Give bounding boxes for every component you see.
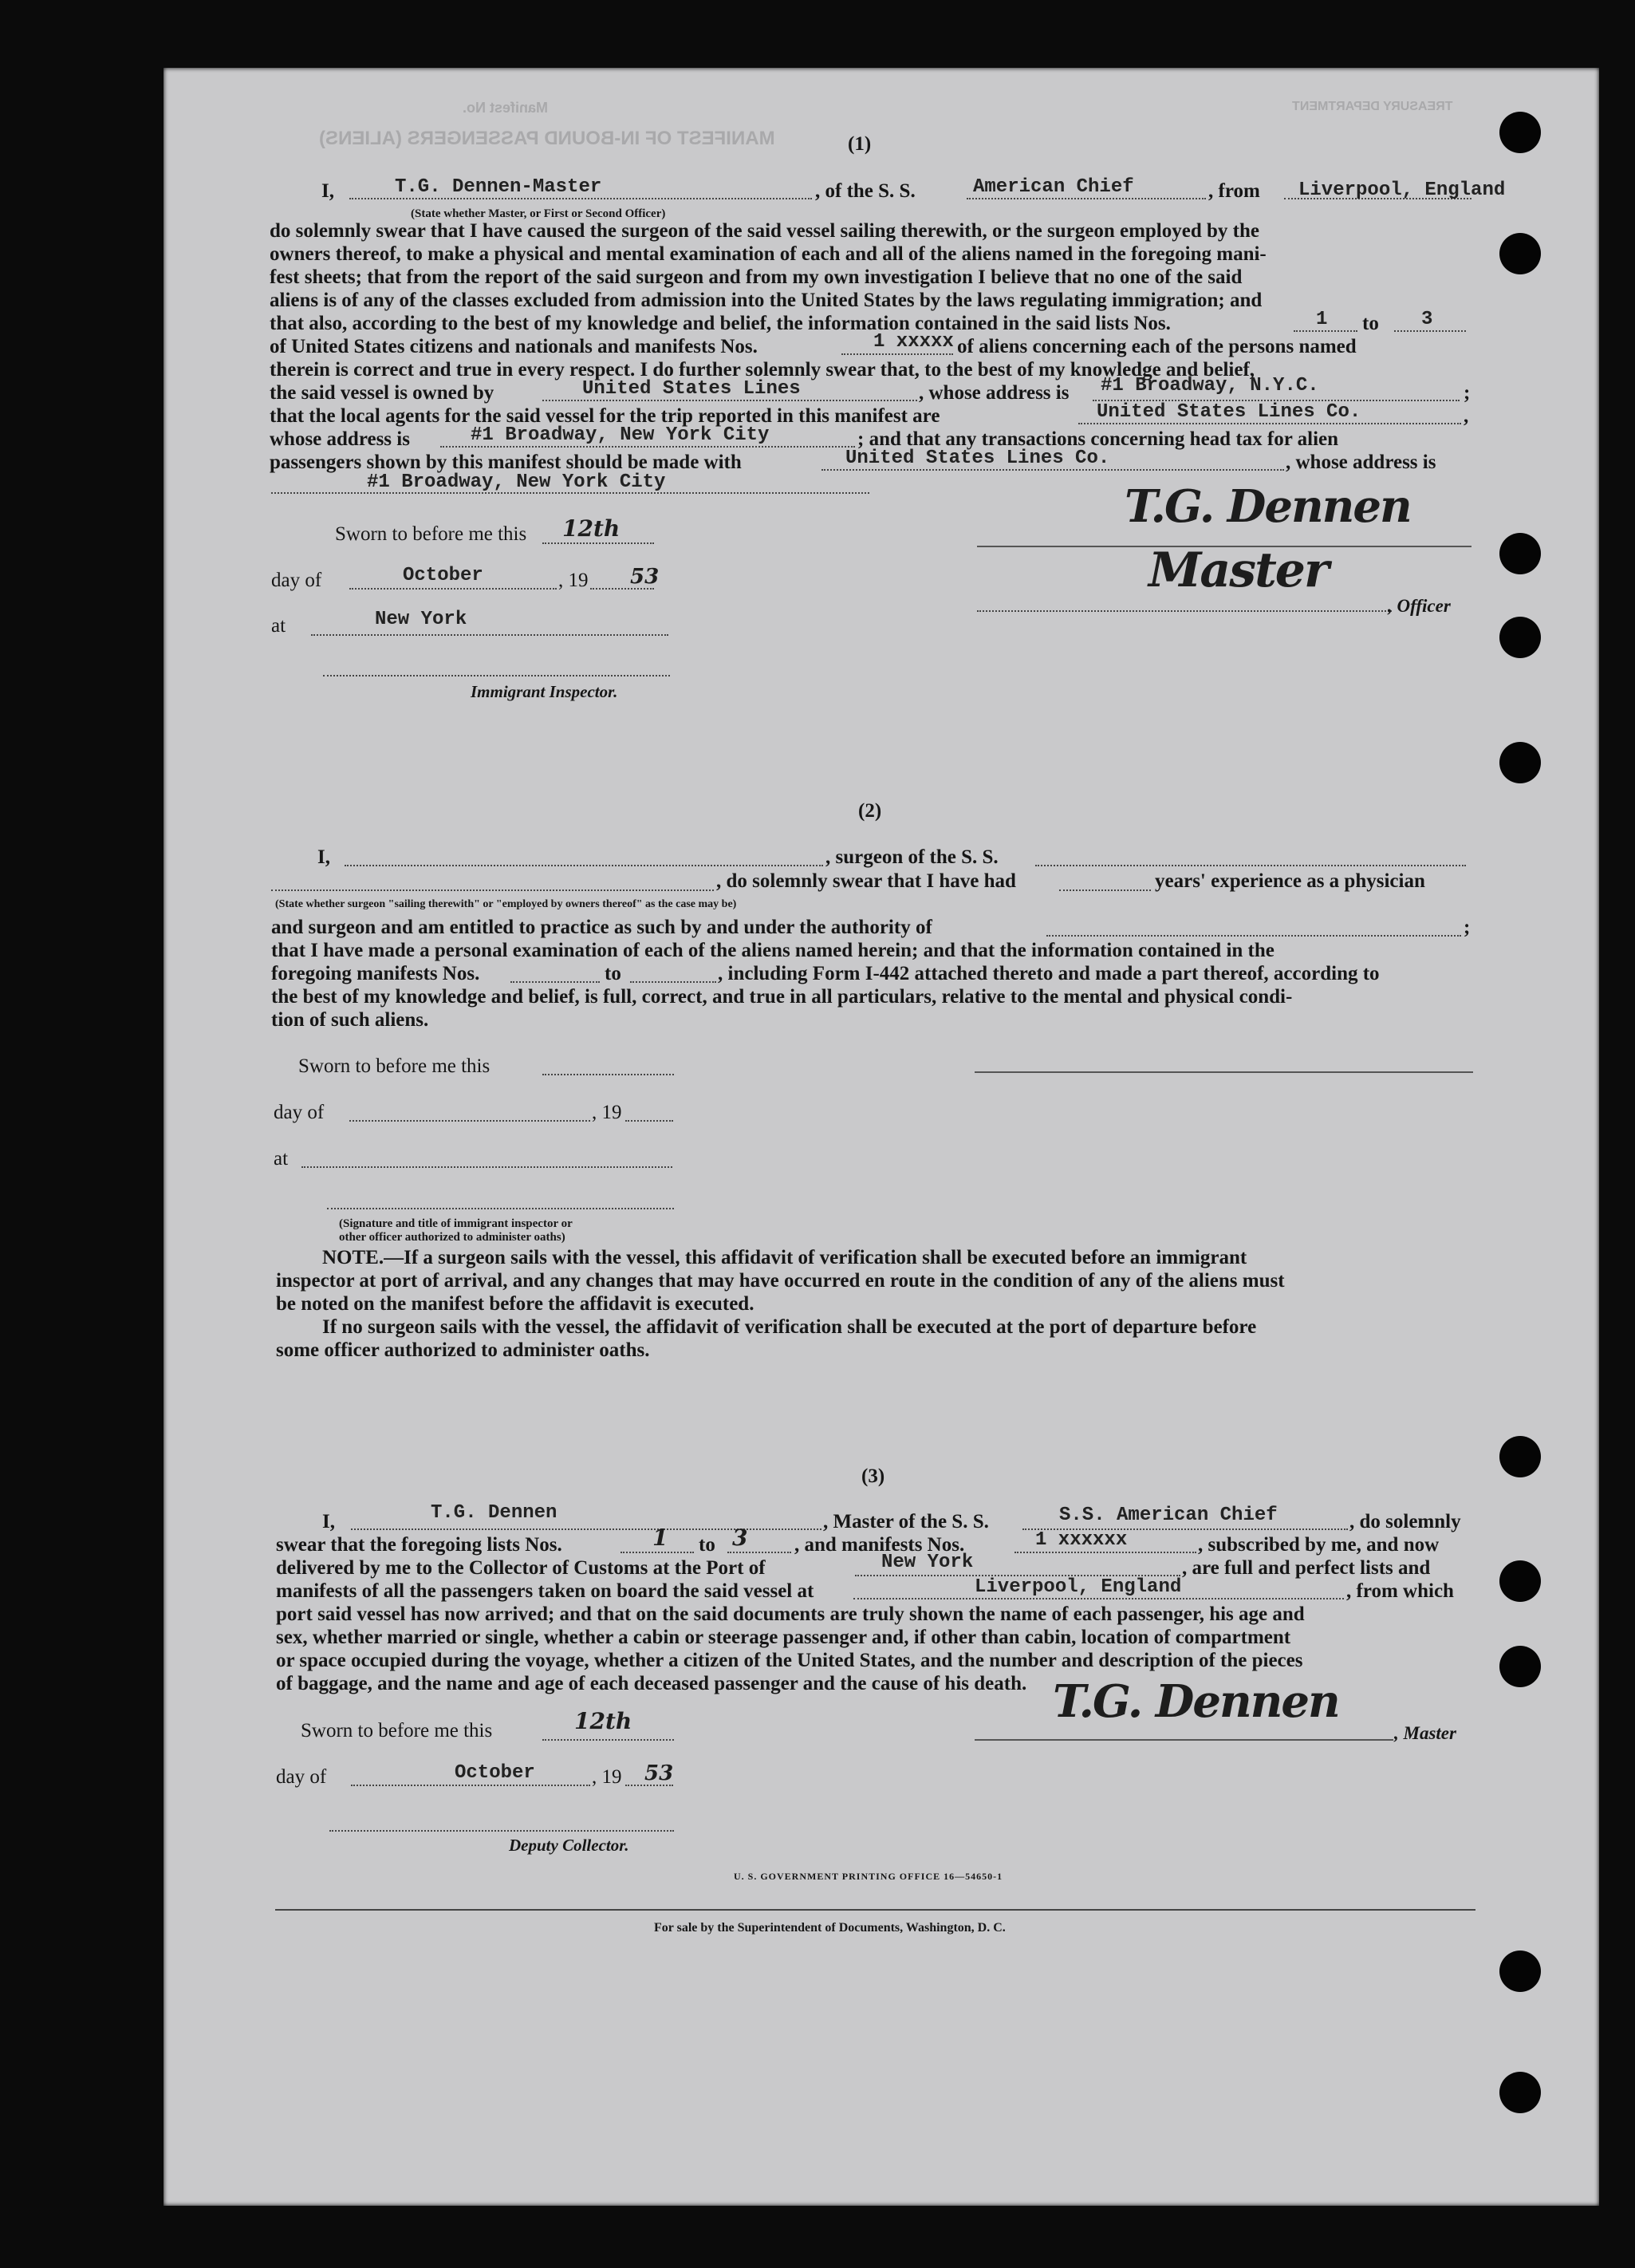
- s1-respect: therein is correct and true in every respect. I do further solemnly swear that, to the best of my knowledge and belief,: [270, 359, 1255, 381]
- s1-agents-label: that the local agents for the said vessel for the trip reported in this manifest are: [270, 405, 940, 427]
- s3-master-sig-line: [975, 1739, 1393, 1741]
- binder-hole: [1499, 1560, 1541, 1602]
- s3-vessel: S.S. American Chief: [1059, 1505, 1278, 1526]
- s3-master-signature: T.G. Dennen: [1053, 1675, 1339, 1728]
- s2-note-line: be noted on the manifest before the affidavit is executed.: [276, 1293, 754, 1315]
- s1-year: 53: [630, 565, 660, 589]
- s1-body-line: do solemnly swear that I have caused the surgeon of the said vessel sailing therewith, or the surgeon employed by the: [270, 220, 1259, 242]
- s2-sworn-day-line: [542, 1074, 674, 1075]
- bleed-through-title: MANIFEST OF IN-BOUND PASSENGERS (ALIENS): [319, 128, 775, 149]
- s2-body-line: that I have made a personal examination of each of the aliens named herein; and that the information contained in the: [271, 940, 1275, 961]
- s3-month: October: [455, 1762, 535, 1784]
- s1-headtax-agent: United States Lines Co.: [845, 448, 1110, 469]
- s3-subscribed: , subscribed by me, and now: [1198, 1534, 1440, 1556]
- binder-hole: [1499, 1950, 1541, 1992]
- s1-passengers-label: passengers shown by this manifest should be made with: [270, 452, 742, 473]
- s3-from-which: , from which: [1346, 1580, 1454, 1602]
- section-2-number: (2): [858, 800, 882, 822]
- s2-year-line: [625, 1120, 673, 1122]
- s1-headtax-text: ; and that any transactions concerning head tax for alien: [857, 428, 1339, 450]
- s3-sworn-label: Sworn to before me this: [301, 1720, 493, 1741]
- s3-body-line: port said vessel has now arrived; and that on the said documents are truly shown the name of each passenger, his age and: [276, 1603, 1305, 1625]
- s3-i: I,: [322, 1511, 335, 1532]
- s1-of-ss: , of the S. S.: [815, 180, 916, 202]
- binder-hole: [1499, 112, 1541, 153]
- s2-note-line: inspector at port of arrival, and any changes that may have occurred en route in the condition of any of the aliens must: [276, 1270, 1285, 1292]
- s1-inspector-line: [323, 675, 670, 676]
- s1-whose-label: whose address is: [270, 428, 410, 450]
- s1-owner-address: #1 Broadway, N.Y.C.: [1101, 375, 1319, 396]
- bleed-through-department: TREASURY DEPARTMENT: [1292, 100, 1453, 113]
- s1-semicolon: ;: [1464, 382, 1471, 404]
- s2-manifests-from-line: [510, 981, 600, 983]
- s1-officer-title: Master: [1148, 542, 1328, 598]
- s2-manifests-to-label: to: [605, 963, 621, 984]
- s3-lists-from-line: [621, 1552, 694, 1553]
- s3-sworn-day-line: [542, 1739, 674, 1741]
- s3-body-line: of baggage, and the name and age of each deceased passenger and the cause of his death.: [276, 1673, 1027, 1694]
- binder-hole: [1499, 233, 1541, 274]
- s1-comma: ,: [1464, 405, 1469, 427]
- bleed-through-manifest-no: Manifest No.: [463, 100, 549, 116]
- binder-hole: [1499, 617, 1541, 658]
- s3-sworn-day: 12th: [574, 1708, 632, 1734]
- s1-body-line: fest sheets; that from the report of the said surgeon and from my own investigation I believe that no one of the said: [270, 266, 1243, 288]
- s2-day-of-label: day of: [274, 1102, 325, 1123]
- s2-body-line: tion of such aliens.: [271, 1009, 429, 1031]
- s3-body-line: sex, whether married or single, whether a cabin or steerage passenger and, if other than cabin, location of compartment: [276, 1627, 1291, 1648]
- s1-from: , from: [1208, 180, 1260, 202]
- s2-body-line: the best of my knowledge and belief, is full, correct, and true in all particulars, relative to the mental and physical condi-: [271, 986, 1293, 1008]
- s1-vessel: American Chief: [973, 176, 1134, 198]
- s3-collector-caption: Deputy Collector.: [509, 1836, 629, 1855]
- s2-manifests-text: foregoing manifests Nos.: [271, 963, 480, 984]
- s2-manifests-text-end: , including Form I-442 attached thereto and made a part thereof, according to: [718, 963, 1380, 984]
- s2-authority-line: [1046, 935, 1461, 937]
- s1-owned-label: the said vessel is owned by: [270, 382, 494, 404]
- s1-whose2-label: , whose address is: [1286, 452, 1436, 473]
- s1-agents-address: #1 Broadway, New York City: [471, 424, 770, 446]
- s1-body-line: aliens is of any of the classes excluded from admission into the United States by the laws regulating immigration; and: [270, 290, 1263, 311]
- s2-semicolon: ;: [1464, 917, 1471, 938]
- s2-note-line: If no surgeon sails with the vessel, the affidavit of verification shall be executed at the port of departure before: [322, 1316, 1257, 1338]
- binder-hole: [1499, 742, 1541, 783]
- gpo-imprint: U. S. GOVERNMENT PRINTING OFFICE 16—54650-1: [734, 1871, 1003, 1882]
- s2-status-caption: (State whether surgeon "sailing therewith" or "employed by owners thereof" as the case may be): [275, 898, 737, 910]
- s1-day-of-label: day of: [271, 570, 322, 591]
- s1-officer-name: T.G. Dennen-Master: [395, 176, 602, 198]
- s1-body-line: owners thereof, to make a physical and mental examination of each and all of the aliens named in the foregoing mani-: [270, 243, 1267, 265]
- s3-manifests-label: , and manifests Nos.: [794, 1534, 965, 1556]
- s1-inspector-caption: Immigrant Inspector.: [471, 682, 618, 701]
- s1-officer-suffix: , Officer: [1388, 596, 1451, 616]
- binder-hole: [1499, 1646, 1541, 1687]
- s3-lists-from: 1: [652, 1524, 668, 1551]
- s3-perfect-lists: , are full and perfect lists and: [1182, 1557, 1431, 1579]
- s2-sig-caption: (Signature and title of immigrant inspector or: [339, 1217, 573, 1230]
- s2-note-line: some officer authorized to administer oaths.: [276, 1339, 650, 1361]
- s1-port-from: Liverpool, England: [1298, 179, 1506, 201]
- s2-status-line: [271, 889, 714, 891]
- s2-place-line: [301, 1166, 672, 1168]
- s3-master-suffix: , Master: [1394, 1723, 1456, 1743]
- s1-lists-from: 1: [1316, 309, 1328, 330]
- s1-owner: United States Lines: [582, 378, 801, 400]
- s2-years-line: [1059, 889, 1151, 891]
- s1-at-label: at: [271, 615, 286, 637]
- s1-sworn-day-line: [542, 542, 654, 544]
- s2-manifests-to-line: [630, 981, 716, 983]
- s1-manifests-text-end: of aliens concerning each of the persons named: [957, 336, 1357, 357]
- s3-master-of-ss: , Master of the S. S.: [823, 1511, 989, 1532]
- s1-place-line: [311, 634, 668, 636]
- s1-lists-to-label: to: [1362, 313, 1379, 334]
- s2-name-line: [345, 865, 823, 866]
- s2-at-label: at: [274, 1148, 289, 1169]
- s1-manifests-no: 1 xxxxx: [873, 331, 954, 353]
- s3-name-line: [351, 1528, 821, 1530]
- section-1-number: (1): [848, 133, 872, 155]
- s1-place: New York: [375, 609, 467, 630]
- s3-solemnly: , do solemnly: [1349, 1511, 1461, 1532]
- s3-lists-to-label: to: [699, 1534, 715, 1556]
- s3-body-line: or space occupied during the voyage, whether a citizen of the United States, and the number and description of the pieces: [276, 1650, 1303, 1671]
- s2-month-line: [349, 1120, 590, 1122]
- s1-i: I,: [321, 180, 334, 202]
- footer-rule: [275, 1909, 1475, 1911]
- s2-year-prefix: , 19: [592, 1102, 622, 1123]
- s1-officer-title-line: [977, 610, 1392, 612]
- binder-hole: [1499, 2072, 1541, 2113]
- s1-month: October: [403, 565, 483, 586]
- s3-collector-line: [329, 1830, 674, 1832]
- s1-year-prefix: , 19: [558, 570, 589, 591]
- s1-officer-signature: T.G. Dennen: [1125, 480, 1411, 533]
- s1-lists-to: 3: [1421, 309, 1433, 330]
- s3-lists-to: 3: [732, 1524, 748, 1551]
- s2-sworn-label: Sworn to before me this: [298, 1055, 490, 1077]
- s3-year-prefix: , 19: [592, 1766, 622, 1788]
- binder-hole: [1499, 1436, 1541, 1477]
- s3-collector-text: delivered by me to the Collector of Customs at the Port of: [276, 1557, 766, 1579]
- s3-master-name: T.G. Dennen: [431, 1502, 557, 1524]
- s1-sworn-label: Sworn to before me this: [335, 523, 527, 545]
- s2-years-text: years' experience as a physician: [1155, 870, 1425, 892]
- s2-i: I,: [317, 846, 330, 868]
- s3-boarded-text: manifests of all the passengers taken on board the said vessel at: [276, 1580, 814, 1602]
- s3-port: New York: [881, 1552, 974, 1573]
- s1-agents: United States Lines Co.: [1097, 401, 1361, 423]
- s2-note-line: NOTE.—If a surgeon sails with the vessel, this affidavit of verification shall be executed before an immigrant: [322, 1247, 1247, 1268]
- s3-lists-text: swear that the foregoing lists Nos.: [276, 1534, 562, 1556]
- s1-headtax-address: #1 Broadway, New York City: [367, 471, 666, 493]
- s2-sig-caption: other officer authorized to administer oaths): [339, 1231, 565, 1244]
- s1-lists-text: that also, according to the best of my knowledge and belief, the information contained in the said lists Nos.: [270, 313, 1171, 334]
- s2-surgeon-of-ss: , surgeon of the S. S.: [825, 846, 999, 868]
- s2-authority-text: and surgeon and am entitled to practice as such by and under the authority of: [271, 917, 932, 938]
- s3-manifests-no: 1 xxxxxx: [1035, 1529, 1128, 1551]
- s1-sworn-day: 12th: [562, 515, 621, 542]
- s1-manifests-text: of United States citizens and nationals and manifests Nos.: [270, 336, 758, 357]
- s1-month-line: [349, 588, 557, 590]
- section-3-number: (3): [861, 1465, 885, 1487]
- s1-address-label: , whose address is: [919, 382, 1070, 404]
- s2-inspector-line: [327, 1208, 674, 1209]
- s3-day-of-label: day of: [276, 1766, 327, 1788]
- s2-swear-text: , do solemnly swear that I have had: [716, 870, 1016, 892]
- s2-surgeon-sig-line: [975, 1071, 1473, 1073]
- binder-hole: [1499, 533, 1541, 574]
- s3-year: 53: [644, 1761, 674, 1785]
- s1-officer-caption: (State whether Master, or First or Second Officer): [411, 207, 666, 220]
- s2-vessel-line: [1035, 865, 1466, 866]
- s3-lists-to-line: [727, 1552, 791, 1553]
- s3-boarded-at: Liverpool, England: [975, 1576, 1182, 1598]
- for-sale-note: For sale by the Superintendent of Documents, Washington, D. C.: [654, 1921, 1006, 1935]
